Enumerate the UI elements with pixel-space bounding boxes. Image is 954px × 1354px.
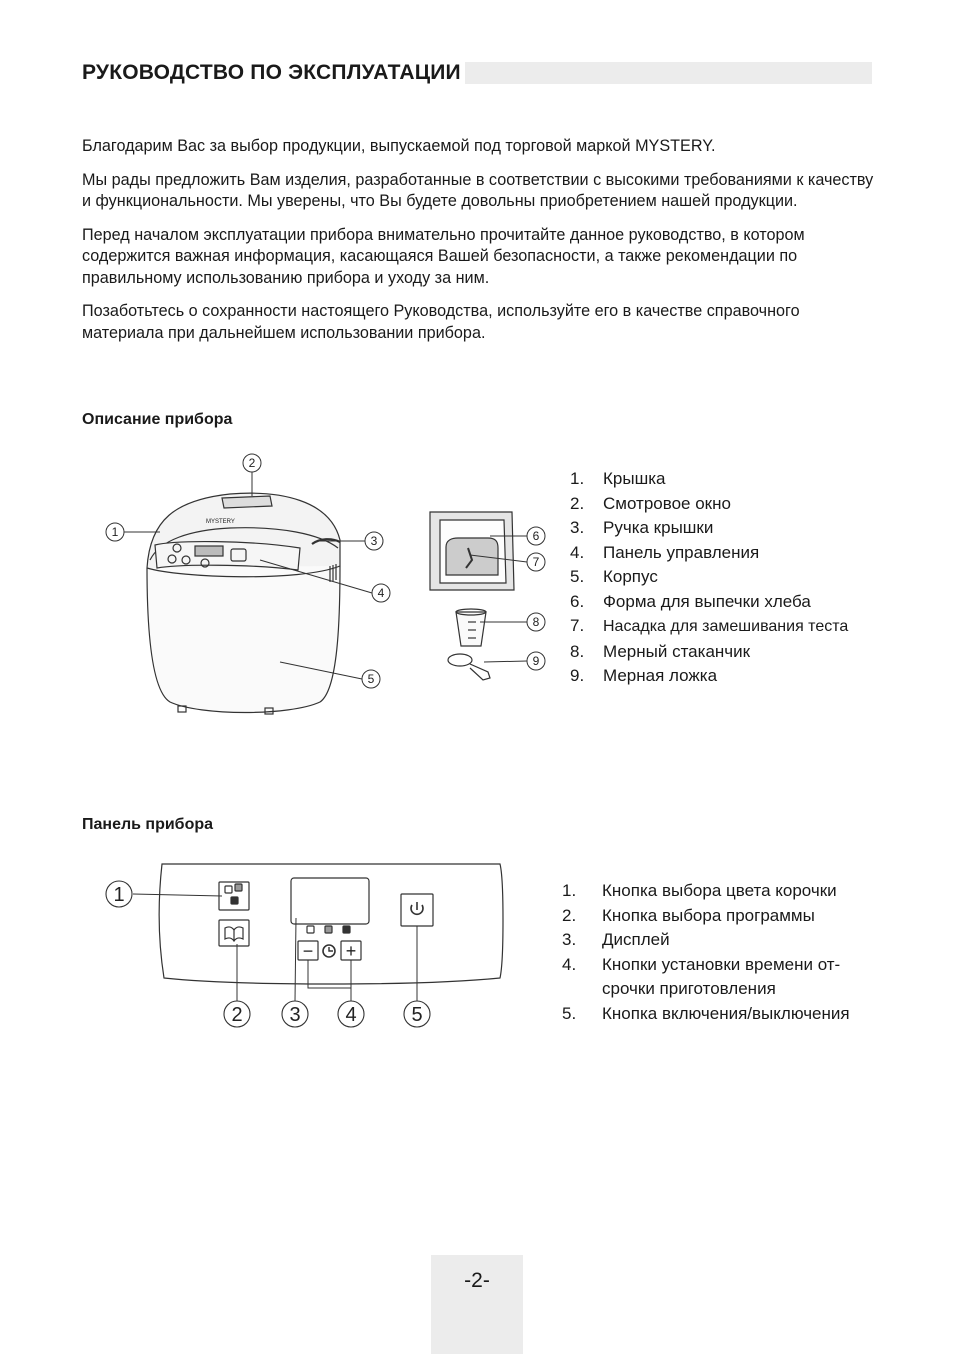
legend-item bbox=[562, 879, 880, 904]
legend-label: Кнопка включения/выключения bbox=[602, 1003, 850, 1023]
legend-number: 4. bbox=[562, 954, 577, 974]
legend-item bbox=[562, 953, 880, 1002]
legend-label: Дисплей bbox=[602, 930, 670, 949]
callout-4: 4 bbox=[377, 586, 385, 600]
callout-7: 7 bbox=[532, 555, 540, 569]
brand-mark: MYSTERY bbox=[206, 519, 235, 525]
intro-paragraph-3: Перед началом эксплуатации прибора внимательно прочитайте данное руководство, в котором содержится важная информация, касающаяся Вашей безопасности, а также рекомендации по правильному использованию прибора и уходу за ним. bbox=[82, 225, 805, 287]
legend-label: Мерная ложка bbox=[603, 666, 718, 685]
panel-callout-1: 1 bbox=[113, 884, 125, 906]
callout-5: 5 bbox=[367, 672, 375, 686]
legend-label: Насадка для замешивания теста bbox=[603, 618, 849, 635]
legend-number: 9. bbox=[570, 666, 585, 685]
callout-3: 3 bbox=[370, 534, 378, 548]
legend-number: 4. bbox=[570, 542, 585, 562]
legend-number: 6. bbox=[570, 591, 585, 611]
legend-label: Кнопка выбора программы bbox=[602, 905, 815, 925]
legend-number: 2. bbox=[562, 905, 577, 925]
legend-number: 1. bbox=[570, 469, 585, 488]
intro-paragraph-1: Благодарим Вас за выбор продукции, выпускаемой под торговой маркой MYSTERY. bbox=[82, 137, 716, 155]
legend-number: 5. bbox=[570, 567, 585, 586]
legend-number: 7. bbox=[570, 616, 585, 635]
minus-icon: − bbox=[302, 941, 314, 961]
page-number-box bbox=[431, 1255, 523, 1354]
legend-number: 2. bbox=[570, 493, 585, 513]
legend-label: Смотровое окно bbox=[603, 493, 731, 513]
page-title: РУКОВОДСТВО ПО ЭКСПЛУАТАЦИИ bbox=[82, 60, 465, 86]
panel-callout-5: 5 bbox=[411, 1004, 423, 1026]
callout-9: 9 bbox=[532, 654, 540, 668]
page-number: -2- bbox=[464, 1269, 490, 1292]
panel-callout-3: 3 bbox=[289, 1004, 301, 1026]
legend-number: 5. bbox=[562, 1003, 577, 1023]
panel-legend bbox=[562, 879, 880, 1026]
legend-number: 3. bbox=[570, 518, 585, 537]
legend-number: 1. bbox=[562, 881, 577, 900]
legend-number: 8. bbox=[570, 641, 585, 661]
legend-label: Мерный стаканчик bbox=[603, 641, 751, 661]
panel-callout-2: 2 bbox=[231, 1004, 243, 1026]
legend-label: Кнопка выбора цвета корочки bbox=[602, 881, 837, 900]
legend-label: Кнопки установки времени от-срочки приготовления bbox=[602, 954, 841, 998]
callout-2: 2 bbox=[248, 456, 256, 470]
legend-number: 3. bbox=[562, 930, 577, 949]
intro-paragraph-4: Позаботьтесь о сохранности настоящего Руководства, используйте его в качестве справочного материала при дальнейшем использовании прибора. bbox=[82, 302, 800, 342]
legend-label: Корпус bbox=[603, 567, 658, 586]
callout-8: 8 bbox=[532, 615, 540, 629]
legend-item bbox=[562, 1002, 880, 1027]
legend-item bbox=[562, 904, 880, 929]
legend-label: Форма для выпечки хлеба bbox=[603, 591, 811, 611]
panel-callout-4: 4 bbox=[345, 1004, 357, 1026]
panel-heading: Панель прибора bbox=[82, 816, 214, 833]
legend-label: Крышка bbox=[603, 469, 666, 488]
callout-6: 6 bbox=[532, 529, 540, 543]
plus-icon: + bbox=[345, 941, 357, 961]
intro-paragraph-2: Мы рады предложить Вам изделия, разработанные в соответствии с высокими требованиями к качеству и функциональности. Мы уверены, что Вы будете довольны приобретением нашей продукции. bbox=[82, 170, 874, 210]
callout-1: 1 bbox=[111, 525, 119, 539]
legend-label: Панель управления bbox=[603, 542, 760, 562]
description-heading: Описание прибора bbox=[82, 411, 233, 428]
legend-label: Ручка крышки bbox=[603, 518, 714, 537]
legend-item bbox=[562, 928, 880, 953]
crust-button bbox=[219, 882, 249, 910]
